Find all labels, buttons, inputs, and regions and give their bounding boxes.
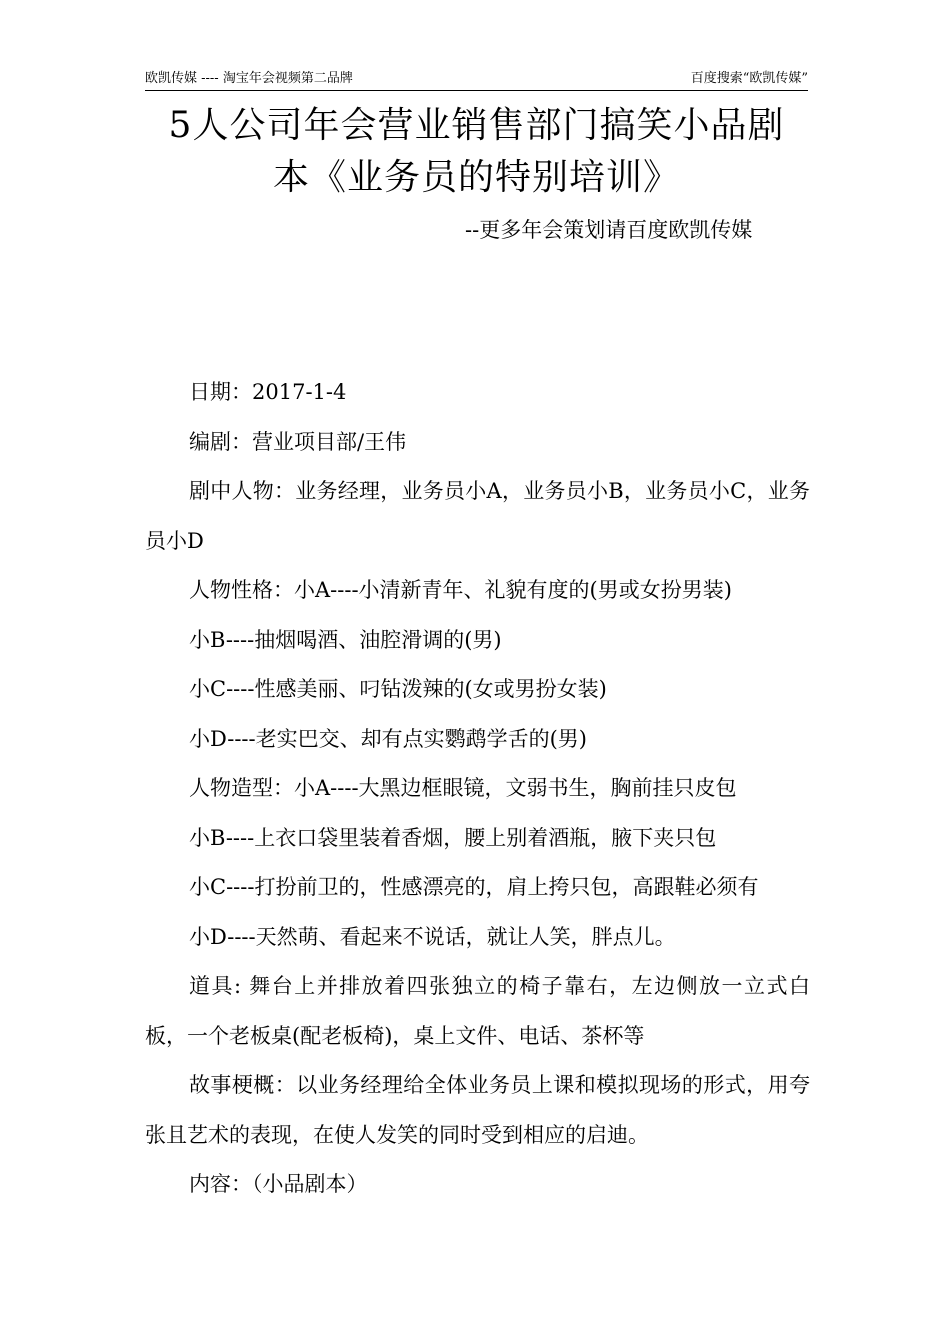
header-brand-text: 欧凯传媒 ---- 淘宝年会视频第二品牌 [145, 71, 353, 86]
look-a-line: 人物造型：小A----大黑边框眼镜，文弱书生，胸前挂只皮包 [189, 776, 737, 800]
header-search-hint: 百度搜索“欧凯传媒” [690, 71, 808, 86]
synopsis-paragraph: 故事梗概：以业务经理给全体业务员上课和模拟现场的形式，用夸张且艺术的表现，在使人发笑的同时受到相应的启迪。 [145, 1073, 810, 1147]
look-b-line: 小B----上衣口袋里装着香烟，腰上别着酒瓶，腋下夹只包 [189, 825, 717, 850]
personality-b-line: 小B----抽烟喝酒、油腔滑调的(男) [189, 627, 502, 652]
content-line: 内容：（小品剧本） [189, 1172, 368, 1196]
personality-c-line: 小C----性感美丽、叼钻泼辣的(女或男扮女装) [189, 677, 607, 701]
characters-paragraph: 剧中人物：业务经理，业务员小A，业务员小B，业务员小C，业务员小D [145, 479, 810, 553]
page-header [145, 70, 808, 91]
date-line: 日期：2017-1-4 [189, 380, 347, 404]
props-paragraph: 道具: 舞台上并排放着四张独立的椅子靠右，左边侧放一立式白板，一个老板桌(配老板椅)，桌上文件、电话、茶杯等 [145, 974, 810, 1048]
personality-d-line: 小D----老实巴交、却有点实鹦鹉学舌的(男) [189, 726, 587, 751]
title-line-1: 5人公司年会营业销售部门搞笑小品剧 [168, 105, 785, 146]
look-d-line: 小D----天然萌、看起来不说话，就让人笑，胖点儿。 [189, 924, 676, 949]
title-line-2: 本《业务员的特别培训》 [272, 157, 680, 198]
look-c-line: 小C----打扮前卫的，性感漂亮的，肩上挎只包，高跟鞋必须有 [189, 875, 759, 899]
document-subtitle: --更多年会策划请百度欧凯传媒 [465, 218, 753, 242]
personality-a-line: 人物性格：小A----小清新青年、礼貌有度的(男或女扮男装) [189, 578, 732, 602]
document-body [145, 368, 810, 1210]
writer-line: 编剧：营业项目部/王伟 [189, 429, 407, 454]
document-title [145, 100, 808, 204]
